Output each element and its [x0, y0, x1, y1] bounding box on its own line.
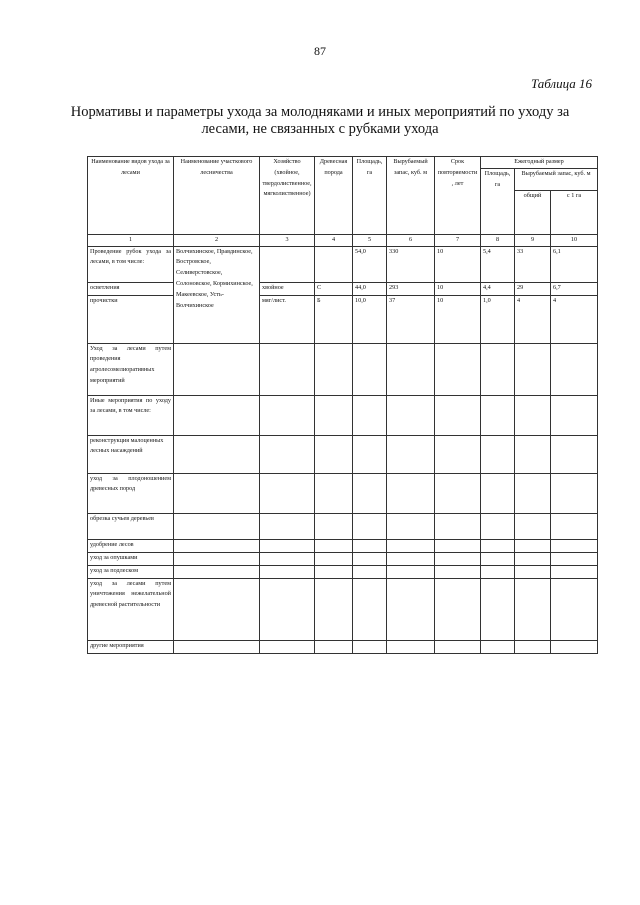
- cell-volume: 37: [387, 295, 435, 343]
- row-label: осветления: [88, 282, 174, 295]
- column-number: 8: [481, 234, 515, 246]
- cell-area: 54,0: [353, 246, 387, 282]
- header-economy: Хозяйство (хвойное, твердолиственное, мягколиственное): [260, 157, 315, 235]
- column-number: 9: [515, 234, 551, 246]
- table-row: [88, 578, 598, 640]
- header-row: [88, 157, 598, 169]
- document-title: Нормативы и параметры ухода за молодняками и иных мероприятий по уходу за лесами, не связанных с рубками ухода: [70, 104, 570, 137]
- row-label: Проведение рубок ухода за лесами, в том числе:: [88, 246, 174, 282]
- table-row: [88, 246, 598, 282]
- cell-annual-per-ha: 6,1: [551, 246, 598, 282]
- header-type: Наименование видов ухода за лесами: [88, 157, 174, 235]
- column-number: 3: [260, 234, 315, 246]
- header-volume: Вырубаемый запас, куб. м: [387, 157, 435, 235]
- table-row: [88, 473, 598, 513]
- norms-table: [87, 156, 598, 654]
- row-label: Уход за лесами путем проведения агролесомелиоративных мероприятий: [88, 343, 174, 395]
- table-row: [88, 552, 598, 565]
- column-number: 7: [435, 234, 481, 246]
- cell-species: Б: [315, 295, 353, 343]
- cell-annual-area: 1,0: [481, 295, 515, 343]
- column-number: 5: [353, 234, 387, 246]
- page-number: 87: [314, 44, 326, 58]
- table-row: [88, 343, 598, 395]
- row-label: уход за плодоношением древесных пород: [88, 473, 174, 513]
- column-number: 6: [387, 234, 435, 246]
- column-number: 10: [551, 234, 598, 246]
- table-row: [88, 565, 598, 578]
- table-row: [88, 395, 598, 435]
- cell-area: 10,0: [353, 295, 387, 343]
- column-number: 4: [315, 234, 353, 246]
- cell-annual-area: 4,4: [481, 282, 515, 295]
- header-annual-volume: Вырубаемый запас, куб. м: [515, 168, 598, 190]
- row-label: обрезка сучьев деревьев: [88, 513, 174, 539]
- row-label: другие мероприятия: [88, 640, 174, 653]
- header-annual: Ежегодный размер: [481, 157, 598, 169]
- cell-annual-total: 4: [515, 295, 551, 343]
- table-row: [88, 539, 598, 552]
- row-label: уход за подлеском: [88, 565, 174, 578]
- table-row: [88, 513, 598, 539]
- header-species: Древесная порода: [315, 157, 353, 235]
- row-label: прочистки: [88, 295, 174, 343]
- cell-period: 10: [435, 282, 481, 295]
- row-label: Иные мероприятия по уходу за лесами, в том числе:: [88, 395, 174, 435]
- table-row: [88, 640, 598, 653]
- column-numbers-row: [88, 234, 598, 246]
- cell-economy: мяг/лист.: [260, 295, 315, 343]
- cell-annual-total: 33: [515, 246, 551, 282]
- forestry-list: Волчихинское, Правдинское, Востровское, Селиверстовское, Солоновское, Кормихинское, Макеевское, Усть-Волчихинское: [174, 246, 260, 343]
- header-forestry: Наименование участкового лесничества: [174, 157, 260, 235]
- cell-annual-per-ha: 4: [551, 295, 598, 343]
- cell-volume: 330: [387, 246, 435, 282]
- cell-annual-area: 5,4: [481, 246, 515, 282]
- header-period: Срок повторяемости, лет: [435, 157, 481, 235]
- row-label: реконструкция малоценных лесных насаждений: [88, 435, 174, 473]
- header-per-ha: с 1 га: [551, 190, 598, 234]
- row-label: уход за опушками: [88, 552, 174, 565]
- cell-volume: 293: [387, 282, 435, 295]
- cell-period: 10: [435, 295, 481, 343]
- column-number: 1: [88, 234, 174, 246]
- cell-annual-total: 29: [515, 282, 551, 295]
- row-label: удобрение лесов: [88, 539, 174, 552]
- header-area: Площадь, га: [353, 157, 387, 235]
- column-number: 2: [174, 234, 260, 246]
- cell-annual-per-ha: 6,7: [551, 282, 598, 295]
- cell-period: 10: [435, 246, 481, 282]
- cell-area: 44,0: [353, 282, 387, 295]
- table-label: Таблица 16: [530, 76, 592, 91]
- header-annual-area: Площадь, га: [481, 168, 515, 234]
- table-row: [88, 282, 598, 295]
- cell-species: С: [315, 282, 353, 295]
- table-row: [88, 435, 598, 473]
- cell-economy: хвойное: [260, 282, 315, 295]
- row-label: уход за лесами путем уничтожения нежелательной древесной растительности: [88, 578, 174, 640]
- table-row: [88, 295, 598, 343]
- header-total: общий: [515, 190, 551, 234]
